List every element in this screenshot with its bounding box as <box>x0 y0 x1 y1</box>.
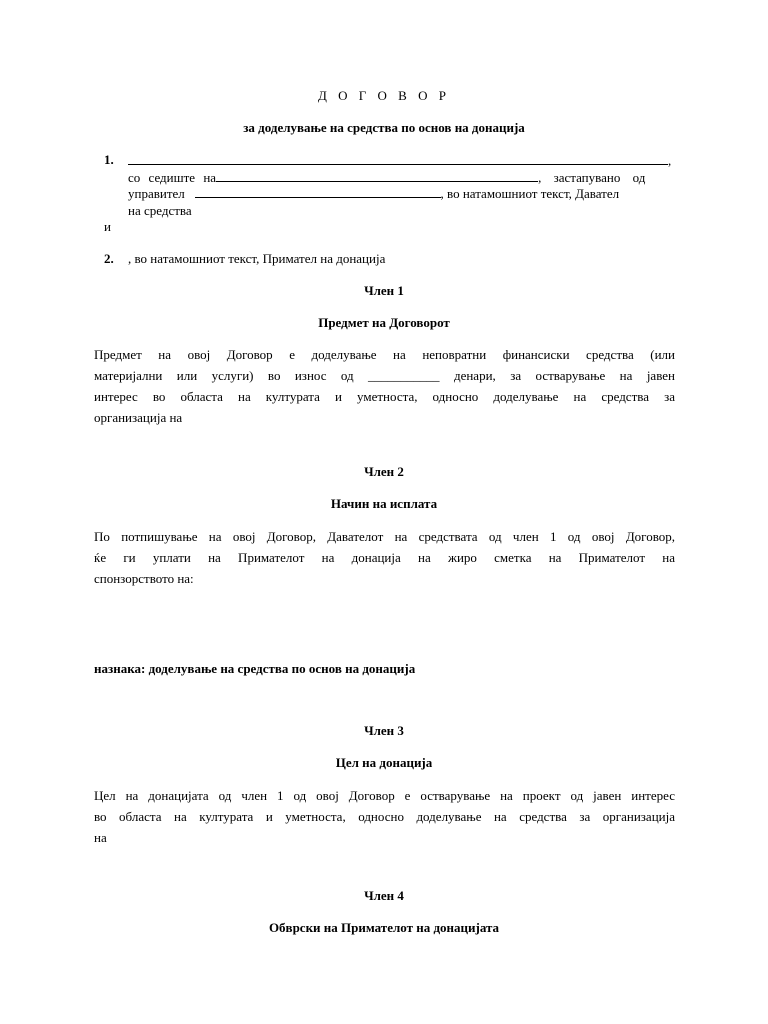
party1-name-line: , <box>128 152 672 170</box>
seat-label: со седиште на <box>128 170 217 185</box>
article3-line: на <box>94 830 107 845</box>
party1-name-blank <box>128 152 668 165</box>
article3-line: во областа на културата и уметноста, односно доделување на средства за организација <box>94 809 675 824</box>
article1-line: интерес во областа на културата и уметноста, односно доделување на средства за <box>94 389 675 404</box>
article1-line: организација на <box>94 410 183 425</box>
article2-heading: Член 2 <box>364 464 404 479</box>
party2-text: , во натамошниот текст, Примател на донација <box>128 251 386 266</box>
article2-line: По потпишување на овој Договор, Давателот на средствата од член 1 од овој Договор, <box>94 529 675 544</box>
donor-suffix: , во натамошниот текст, Давател <box>440 186 620 201</box>
document-subtitle: за доделување на средства по основ на донација <box>243 120 525 135</box>
article3-body <box>94 785 675 848</box>
represented-label: , застапувано од <box>538 170 646 185</box>
article1-subheading: Предмет на Договорот <box>318 315 450 330</box>
party1-number: 1. <box>104 152 114 167</box>
article3-line: Цел на донацијата од член 1 од овој Договор е остварување на проект од јавен интерес <box>94 788 675 803</box>
article3-heading: Член 3 <box>364 723 404 738</box>
article2-line: спонзорството на: <box>94 571 194 586</box>
article2-note: назнака: доделување на средства по основ на донација <box>94 661 416 676</box>
article1-heading: Член 1 <box>364 283 404 298</box>
article4-heading: Член 4 <box>364 888 404 903</box>
manager-label: управител <box>128 186 185 201</box>
party2-number: 2. <box>104 251 114 266</box>
document-title: Д О Г О В О Р <box>318 88 450 103</box>
party1-manager-row <box>128 185 674 202</box>
party1-seat-row <box>128 169 674 186</box>
article2-subheading: Начин на исплата <box>330 496 438 511</box>
article1-body <box>94 344 675 428</box>
article2-line: ќе ги уплати на Примателот на донација на жиро сметка на Примателот на <box>94 550 675 565</box>
article1-line: материјални или услуги) во износ од ___________ денари, за остварување на јавен <box>94 368 675 383</box>
article3-subheading: Цел на донација <box>335 755 433 770</box>
manager-blank <box>195 185 441 198</box>
donor-suffix2: на средства <box>128 203 192 218</box>
and-word: и <box>104 219 111 234</box>
seat-blank <box>216 169 538 182</box>
article1-line: Предмет на овој Договор е доделување на неповратни финансиски средства (или <box>94 347 675 362</box>
article4-subheading: Обврски на Примателот на донацијата <box>268 920 500 935</box>
article2-body <box>94 526 675 589</box>
